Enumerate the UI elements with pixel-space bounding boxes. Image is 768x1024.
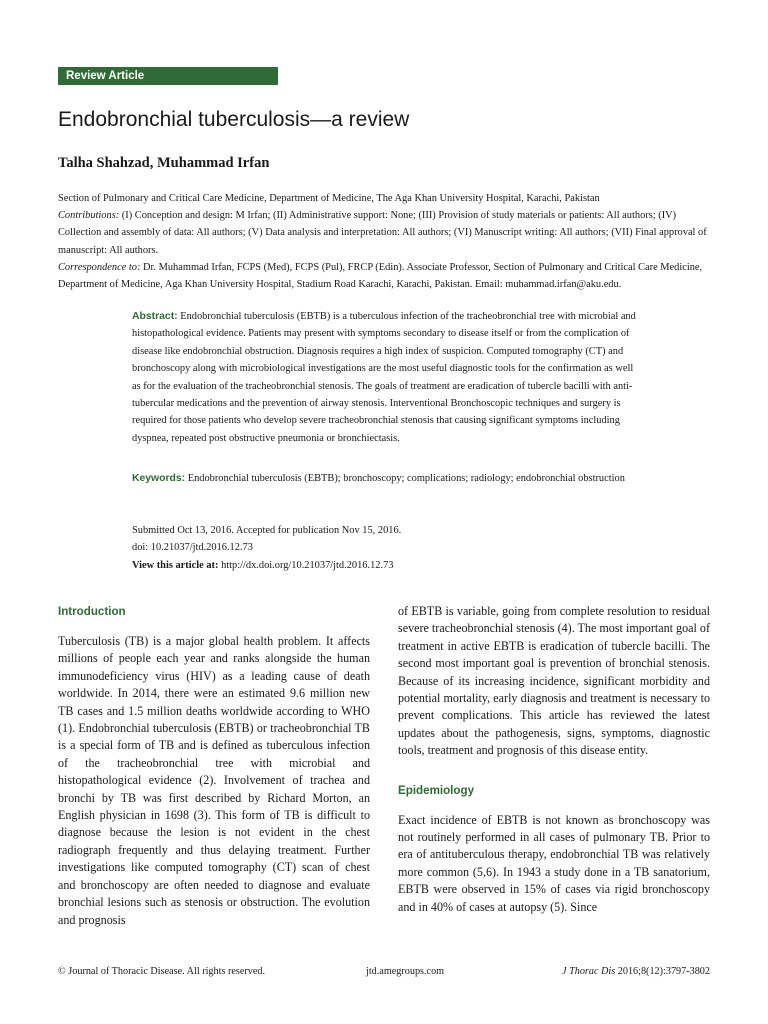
footer-journal: J Thorac Dis: [562, 966, 616, 977]
epidemiology-heading: Epidemiology: [398, 783, 475, 797]
footer-site[interactable]: jtd.amegroups.com: [366, 966, 445, 977]
abstract-text: Endobronchial tuberculosis (EBTB) is a tuberculous infection of the tracheobronchial tree with microbial and histopathological evidence. Patients may present with symptoms secondary to disease itself or from the complication of disease like endobronchial obstruction. Diagnosis requires a high index of suspicion. Computed tomography (CT) and bronchoscopy along with microbiological investigations are the most useful diagnostic tools for the confirmation as well as for the evaluation of the tracheobronchial stenosis. The goals of treatment are eradication of tubercle bacilli with anti-tubercular medications and the prevention of airway stenosis. Interventional Bronchoscopic techniques and surgery is required for those patients who develop severe tracheobronchial stenosis that causing significant symptoms including dyspnea, repeated post obstructive pneumonia or bronchiectasis.: [132, 311, 636, 444]
contributions-text: (I) Conception and design: M Irfan; (II) Administrative support: None; (III) Provision of study materials or patients: All authors; (IV) Collection and assembly of data: All authors; (V) Data analysis and interpretation: All authors; (VI) Manuscript writing: All authors; (VII) Final approval of manuscript: All authors.: [58, 210, 707, 256]
right-column: [398, 603, 710, 916]
submission-dates: Submitted Oct 13, 2016. Accepted for publication Nov 15, 2016.: [132, 525, 402, 536]
doi: doi: 10.21037/jtd.2016.12.73: [132, 542, 253, 554]
correspondence-text: Dr. Muhammad Irfan, FCPS (Med), FCPS (Pul), FRCP (Edin). Associate Professor, Section of Pulmonary and Critical Care Medicine, Department of Medicine, Aga Khan University Hospital, Stadium Road Karachi, Karachi, Pakistan. Email: muhammad.irfan@aku.edu.: [58, 261, 703, 291]
keywords-text: Endobronchial tuberculosis (EBTB); bronchoscopy; complications; radiology; endobronchial obstruction: [185, 473, 625, 484]
view-article-link[interactable]: http://dx.doi.org/10.21037/jtd.2016.12.73: [218, 559, 394, 571]
article-type-banner: Review Article: [58, 67, 278, 85]
contributions-label: Contributions:: [58, 210, 120, 222]
keywords-label: Keywords:: [132, 473, 186, 484]
view-article-label: View this article at:: [132, 559, 219, 571]
page-footer: [58, 964, 710, 980]
keywords: [132, 470, 638, 487]
contributions: [58, 207, 714, 259]
introduction-heading: Introduction: [58, 605, 126, 618]
correspondence: [58, 259, 714, 293]
epidemiology-text: Exact incidence of EBTB is not known as bronchoscopy was not routinely performed in all cases of pulmonary TB. Prior to era of antituberculous therapy, endobronchial TB was relatively more common (5,6). In 1943 a study done in a TB sanatorium, EBTB were observed in 15% of cases via rigid bronchoscopy and in 40% of cases at autopsy (5). Since: [398, 812, 710, 914]
introduction-continued-text: of EBTB is variable, going from complete resolution to residual severe tracheobronchial stenosis (4). The most important goal of treatment in active EBTB is eradication of tubercle bacilli. The second most important goal is prevention of bronchial stenosis. Because of its increasing incidence, significant morbidity and potential mortality, early diagnosis and treatment is necessary to prevent complications. This article has reviewed the latest updates about the pathogenesis, signs, symptoms, diagnostic tools, treatment and prognosis of this disease entity.: [398, 604, 710, 758]
footer-citation-text: 2016;8(12):3797-3802: [615, 966, 710, 977]
article-metadata: [58, 190, 714, 293]
abstract-label: Abstract:: [132, 311, 178, 322]
footer-citation: [562, 964, 710, 980]
view-article: [132, 557, 638, 574]
correspondence-label: Correspondence to:: [58, 261, 141, 273]
submission-info: [132, 522, 638, 574]
article-title: Endobronchial tuberculosis—a review: [58, 108, 410, 131]
left-column: [58, 603, 370, 929]
footer-copyright: © Journal of Thoracic Disease. All rights reserved.: [58, 966, 265, 977]
abstract: [132, 308, 638, 447]
authors: Talha Shahzad, Muhammad Irfan: [58, 155, 270, 171]
affiliation: Section of Pulmonary and Critical Care Medicine, Department of Medicine, The Aga Khan University Hospital, Karachi, Pakistan: [58, 193, 600, 204]
introduction-text: Tuberculosis (TB) is a major global health problem. It affects millions of people each year and ranks alongside the human immunodeficiency virus (HIV) as a leading cause of death worldwide. In 2014, there were an estimated 9.6 million new TB cases and 1.5 million deaths worldwide according to WHO (1). Endobronchial tuberculosis (EBTB) or tracheobronchial TB is a special form of TB and is defined as tuberculous infection of the tracheobronchial tree with microbial and histopathological evidence (2). Involvement of trachea and bronchi by TB was first described by Richard Morton, an English physician in 1698 (3). This form of TB is difficult to diagnose because the lesion is not evident in the chest radiograph frequently and thus delaying treatment. Further investigations like computed tomography (CT) scan of chest and bronchoscopy are often needed to diagnose and evaluate bronchial lesions such as stenosis or obstruction. The evolution and prognosis: [58, 634, 370, 927]
